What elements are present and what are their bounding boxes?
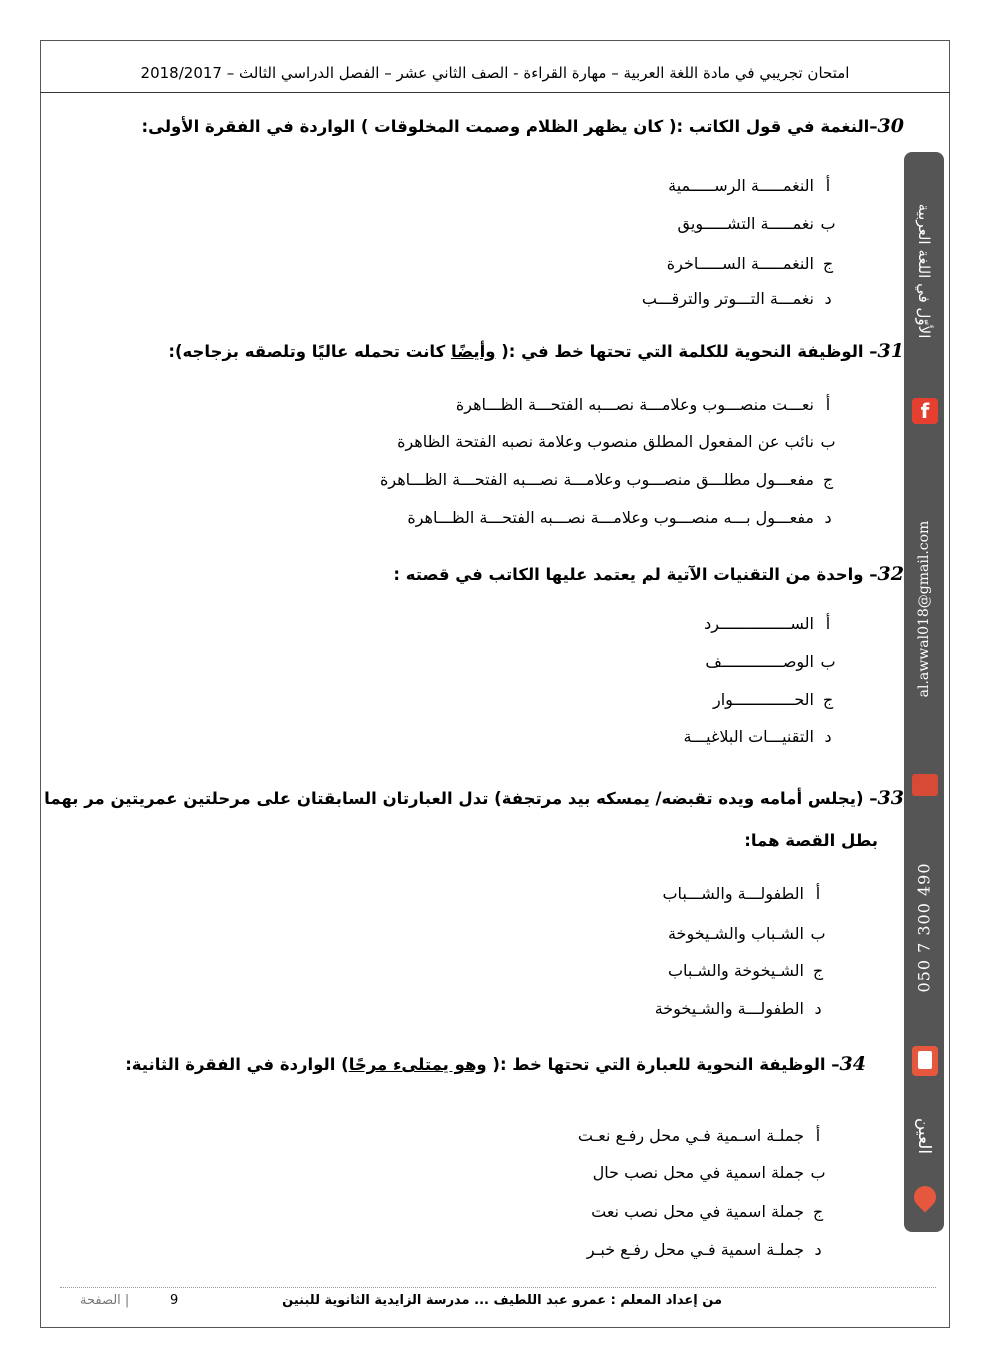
facebook-icon[interactable]: f [912,398,938,424]
header-divider [40,92,950,93]
q31-option-b[interactable]: بنائب عن المفعول المطلق منصوب وعلامة نصبه الفتحة الظاهرة [397,432,836,451]
phone-icon [912,1046,938,1076]
brand-text: الأوّل في اللغة العربية [915,203,933,339]
exam-header: امتحان تجريبي في مادة اللغة العربية – مهارة القراءة - الصف الثاني عشر – الفصل الدراسي الثالث – 2018/2017 [140,64,850,82]
question-30: 30–النغمة في قول الكاتب :( كان يظهر الظلام وصمت المخلوقات ) الواردة في الفقرة الأولى: [141,115,904,137]
q33-option-c[interactable]: جالشـيخوخة والشـباب [667,961,824,980]
phone-text[interactable]: 050 7 300 490 [914,862,934,993]
footer-divider [60,1287,936,1288]
city-text: العين [914,1117,934,1155]
question-31: 31– الوظيفة النحوية للكلمة التي تحتها خط في :( وأيضًا كانت تحمله عاليًا وتلصقه بزجاجه): [168,340,904,362]
q32-option-c[interactable]: جالحـــــــــــــوار [712,690,834,709]
question-33-line2: بطل القصة هما: [744,831,878,850]
q30-option-d[interactable]: دنغمـــة التـــوتر والترقـــب [641,289,832,308]
q31-option-a[interactable]: أنعـــت منصـــوب وعلامـــة نصـــبه الفتحـــة الظـــاهرة [455,395,831,414]
email-text[interactable]: al.awwal018@gmail.com [916,520,932,698]
q31-option-c[interactable]: جمفعـــول مطلـــق منصـــوب وعلامـــة نصـــبه الفتحـــة الظـــاهرة [380,470,834,489]
page-label: | الصفحة [80,1293,130,1308]
question-32: 32– واحدة من التقنيات الآتية لم يعتمد عليها الكاتب في قصته : [393,563,904,585]
q34-option-b[interactable]: بجملة اسمية في محل نصب حال [592,1163,826,1182]
q33-option-a[interactable]: أالطفولـــة والشـــباب [662,884,821,903]
footer-author: من إعداد المعلم : عمرو عبد اللطيف ... مدرسة الزايدية الثانوية للبنين [282,1293,722,1308]
q33-option-d[interactable]: دالطفولـــة والشـيخوخة [654,999,822,1018]
q32-option-a[interactable]: أالســـــــــــــــرد [704,614,831,633]
q34-option-c[interactable]: ججملة اسمية في محل نصب نعت [591,1202,824,1221]
page-number: 9 [170,1293,179,1308]
q30-option-c[interactable]: جالنغمـــــة الســـــاخرة [666,254,834,273]
q34-option-d[interactable]: دجملـة اسمية فـي محل رفـع خبـر [586,1240,822,1259]
mail-icon [912,774,938,796]
question-33: 33– (يجلس أمامه ويده تقبضه/ يمسكه بيد مرتجفة) تدل العبارتان السابقتان على مرحلتين عمريتين مر بهما [44,787,904,809]
q30-option-b[interactable]: بنغمـــــة التشـــــويق [677,214,836,233]
q34-option-a[interactable]: أجملـة اسـمية فـي محل رفـع نعـت [577,1126,821,1145]
q31-option-d[interactable]: دمفعـــول بـــه منصـــوب وعلامـــة نصـــبه الفتحـــة الظـــاهرة [407,508,832,527]
q32-option-d[interactable]: دالتقنيـــات البلاغيـــة [683,727,832,746]
question-34: 34– الوظيفة النحوية للعبارة التي تحتها خط :( وهو يمتلىء مرحًا) الواردة في الفقرة الثانية: [125,1053,866,1075]
q33-option-b[interactable]: بالشـباب والشـيخوخة [667,924,826,943]
q30-option-a[interactable]: أالنغمـــــة الرســـــمية [668,176,831,195]
q32-option-b[interactable]: بالوصـــــــــــــف [705,652,836,671]
